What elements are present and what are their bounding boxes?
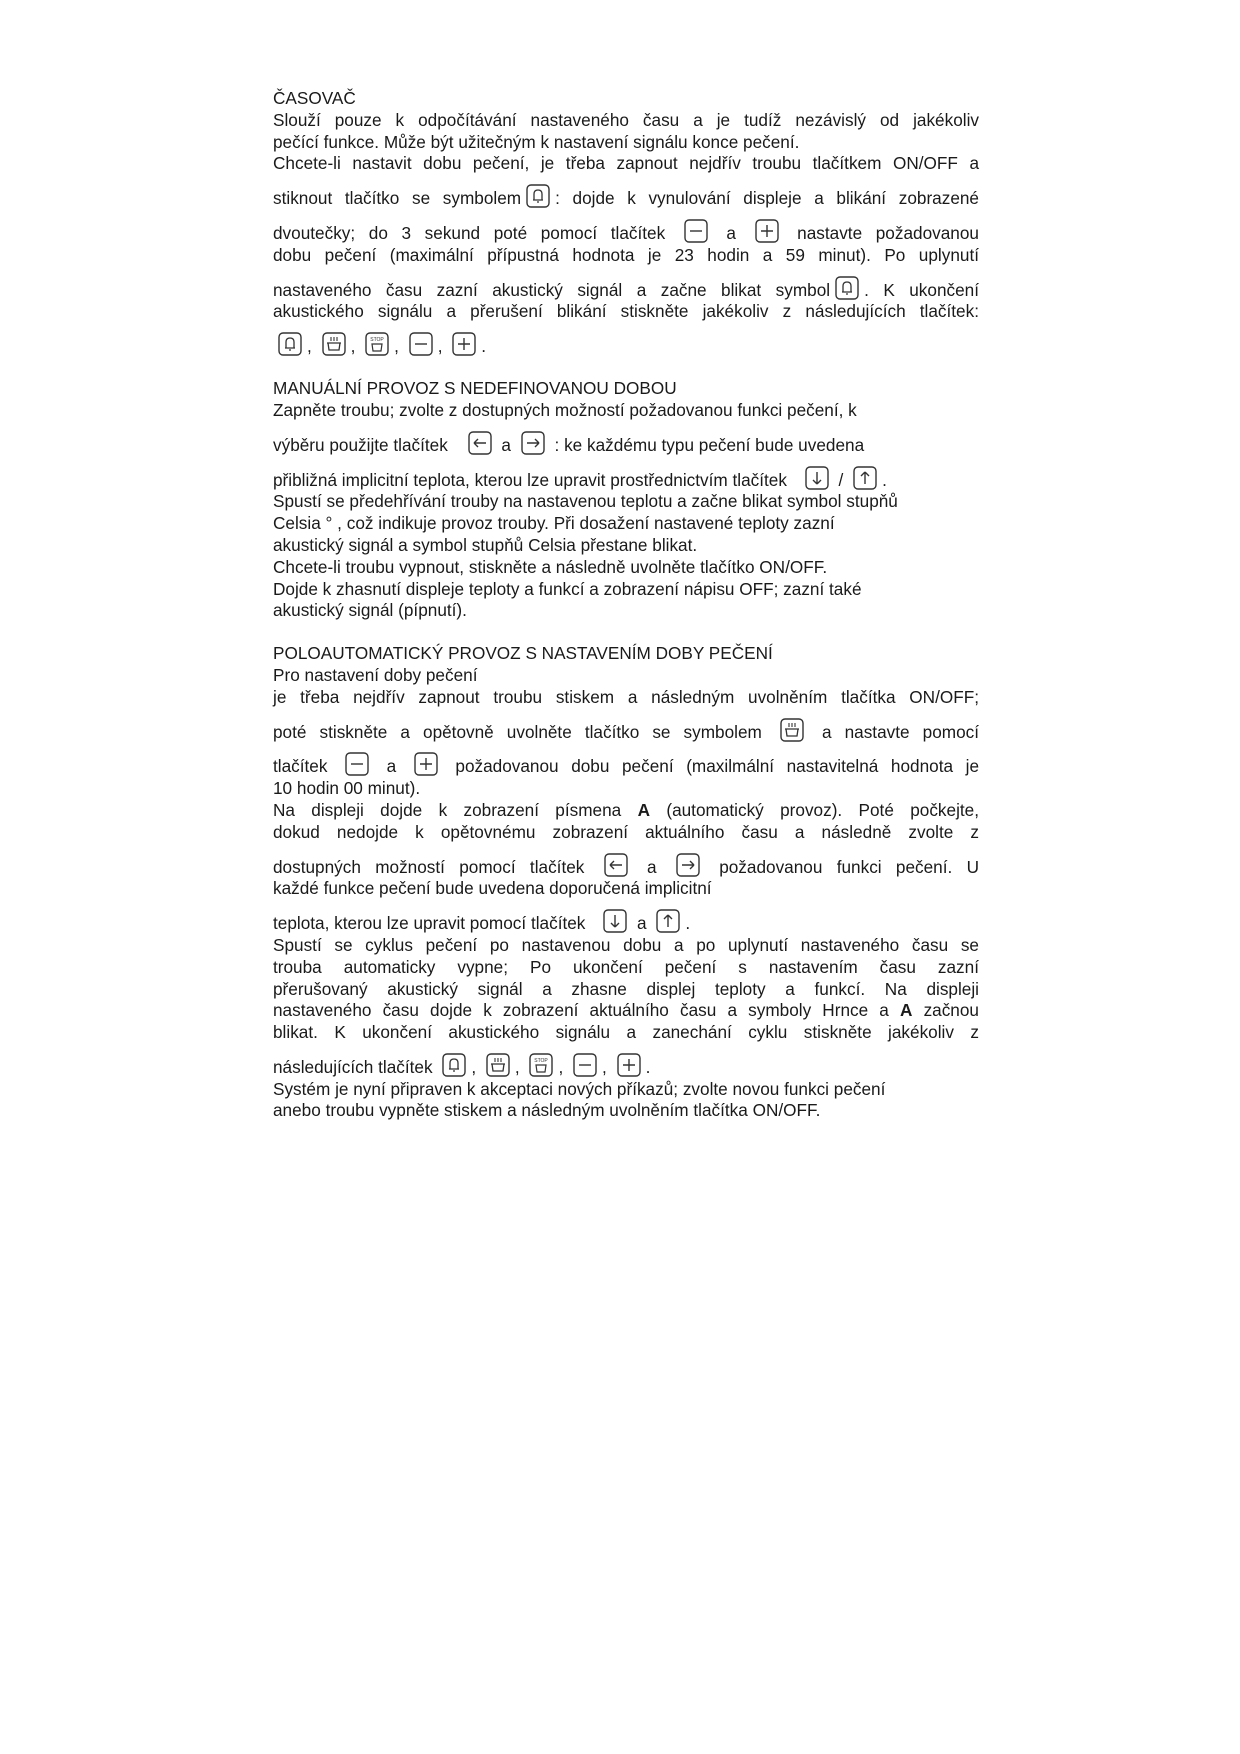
separator: , — [471, 1056, 477, 1077]
separator: , — [558, 1056, 564, 1077]
plus-icon — [616, 1052, 642, 1076]
pot-icon — [485, 1052, 511, 1076]
text-span: : dojde k vynulování displeje a blikání zobrazené — [555, 188, 979, 209]
paragraph-line: Chcete-li nastavit dobu pečení, je třeba zapnout nejdřív troubu tlačítkem ON/OFF a — [273, 153, 979, 174]
bell-icon — [441, 1052, 467, 1076]
text-span: a — [636, 913, 647, 934]
paragraph-line: Zapněte troubu; zvolte z dostupných možností požadovanou funkci pečení, k — [273, 399, 857, 420]
paragraph-line: Slouží pouze k odpočítávání nastaveného času a je tudíž nezávislý od jakékoliv — [273, 109, 979, 130]
paragraph-line: Pro nastavení doby pečení — [273, 664, 478, 685]
paragraph-line: dobu pečení (maximální přípustná hodnota je 23 hodin a 59 minut). Po uplynutí — [273, 244, 979, 265]
plus-icon — [754, 218, 780, 242]
bell-icon — [525, 183, 551, 207]
paragraph-line — [273, 1044, 979, 1079]
paragraph-line — [273, 267, 979, 302]
text-span: / — [838, 469, 844, 490]
text-span: následujících tlačítek — [273, 1056, 433, 1077]
arrow-up-icon — [852, 465, 878, 489]
arrow-right-icon — [520, 430, 546, 454]
separator: . — [481, 336, 487, 357]
paragraph-line: Dojde k zhasnutí displeje teploty a funkcí a zobrazení nápisu OFF; zazní také — [273, 578, 862, 599]
separator: , — [514, 1056, 520, 1077]
text-span: nastaveného času dojde k zobrazení aktuálního času a symboly Hrnce a — [273, 1000, 889, 1021]
text-span: a nastavte pomocí — [821, 721, 979, 742]
paragraph-line — [273, 175, 979, 210]
document-page — [273, 88, 979, 1143]
paragraph-line: Systém je nyní připraven k akceptaci nových příkazů; zvolte novou funkci pečení — [273, 1078, 886, 1099]
arrow-down-icon — [804, 465, 830, 489]
section-heading: MANUÁLNÍ PROVOZ S NEDEFINOVANOU DOBOU — [273, 378, 677, 399]
text-span: . — [685, 913, 691, 934]
paragraph-line: akustického signálu a přerušení blikání stiskněte jakékoliv z následujících tlačítek: — [273, 301, 979, 322]
section-heading: ČASOVAČ — [273, 88, 356, 108]
arrow-right-icon — [675, 852, 701, 876]
minus-icon — [572, 1052, 598, 1076]
plus-icon — [451, 331, 477, 355]
minus-icon — [344, 751, 370, 775]
text-span: poté stiskněte a opětovně uvolněte tlačítko se symbolem — [273, 721, 762, 742]
text-span: a — [647, 856, 657, 877]
text-span: dostupných možností pomocí tlačítek — [273, 856, 585, 877]
paragraph-line: přerušovaný akustický signál a zhasne displej teploty a funkcí. Na displeji — [273, 978, 979, 999]
text-span: . K ukončení — [864, 279, 979, 300]
stop-icon — [528, 1052, 554, 1076]
text-span: Na displeji dojde k zobrazení písmena — [273, 799, 622, 820]
text-span: požadovanou funkci pečení. U — [719, 856, 980, 877]
text-span: výběru použijte tlačítek — [273, 434, 448, 455]
text-span: : ke každému typu pečení bude uvedena — [554, 434, 865, 455]
section-heading: POLOAUTOMATICKÝ PROVOZ S NASTAVENÍM DOBY PEČENÍ — [273, 643, 773, 664]
paragraph-line — [273, 900, 979, 935]
paragraph-line: trouba automaticky vypne; Po ukončení pečení s nastavením času zazní — [273, 956, 979, 977]
separator: , — [437, 336, 443, 357]
paragraph-line: akustický signál (pípnutí). — [273, 600, 467, 621]
text-span: požadovanou dobu pečení (maxilmální nastavitelná hodnota je — [455, 756, 980, 777]
text-span: a — [386, 756, 397, 777]
paragraph-line: Celsia ° , což indikuje provoz trouby. Při dosažení nastavené teploty zazní — [273, 513, 835, 534]
paragraph-line: Spustí se cyklus pečení po nastavenou dobu a po uplynutí nastaveného času se — [273, 934, 979, 955]
arrow-left-icon — [467, 430, 493, 454]
text-span: (automatický provoz). Poté počkejte, — [666, 799, 980, 820]
paragraph-line: pečící funkce. Může být užitečným k nastavení signálu konce pečení. — [273, 131, 800, 152]
paragraph-line — [273, 210, 979, 245]
paragraph-line: dokud nedojde k opětovnému zobrazení aktuálního času a následně zvolte z — [273, 821, 979, 842]
paragraph-line: blikat. K ukončení akustického signálu a zanechání cyklu stiskněte jakékoliv z — [273, 1022, 979, 1043]
plus-icon — [413, 751, 439, 775]
paragraph-line — [273, 709, 979, 744]
paragraph-line: je třeba nejdřív zapnout troubu stiskem a následným uvolněním tlačítka ON/OFF; — [273, 686, 979, 707]
separator: , — [394, 336, 399, 357]
text-span: stiknout tlačítko se symbolem — [273, 188, 522, 209]
arrow-left-icon — [603, 852, 629, 876]
arrow-up-icon — [655, 908, 681, 932]
paragraph-line: 10 hodin 00 minut). — [273, 778, 421, 799]
paragraph-line: akustický signál a symbol stupňů Celsia přestane blikat. — [273, 534, 698, 555]
paragraph-line: Spustí se předehřívání trouby na nastavenou teplotu a začne blikat symbol stupňů — [273, 491, 898, 512]
minus-icon — [408, 331, 434, 355]
separator: , — [602, 1056, 607, 1077]
icon-row — [273, 323, 979, 357]
pot-icon — [779, 717, 805, 741]
section-semiautomatic-mode — [273, 643, 979, 1122]
paragraph-line: anebo troubu vypněte stiskem a následným uvolněním tlačítka ON/OFF. — [273, 1100, 821, 1121]
section-manual-mode — [273, 378, 979, 622]
bell-icon — [834, 275, 860, 299]
paragraph-line: každé funkce pečení bude uvedena doporučená implicitní — [273, 878, 712, 899]
separator: , — [307, 336, 312, 357]
text-span: začnou — [923, 1000, 979, 1021]
paragraph-line — [273, 422, 979, 457]
stop-icon — [364, 331, 390, 355]
arrow-down-icon — [602, 908, 628, 932]
text-span: a — [726, 222, 736, 243]
separator: , — [350, 336, 356, 357]
paragraph-line — [273, 457, 979, 492]
paragraph-line — [273, 743, 979, 778]
paragraph-line — [273, 800, 979, 822]
bell-icon — [277, 331, 303, 355]
text-span: a — [501, 434, 511, 455]
text-span: tlačítek — [273, 756, 328, 777]
text-span: nastavte požadovanou — [797, 222, 979, 243]
text-span: nastaveného času zazní akustický signál a začne blikat symbol — [273, 279, 831, 300]
section-timer — [273, 88, 979, 357]
minus-icon — [683, 218, 709, 242]
text-span: . — [882, 469, 887, 490]
pot-icon — [321, 331, 347, 355]
text-span: teplota, kterou lze upravit pomocí tlačítek — [273, 913, 586, 934]
bold-letter: A — [637, 799, 650, 820]
separator: . — [645, 1056, 651, 1077]
paragraph-line — [273, 844, 979, 879]
paragraph-line: Chcete-li troubu vypnout, stiskněte a následně uvolněte tlačítko ON/OFF. — [273, 556, 828, 577]
text-span: přibližná implicitní teplota, kterou lze upravit prostřednictvím tlačítek — [273, 469, 787, 490]
paragraph-line — [273, 1000, 979, 1022]
bold-letter: A — [900, 1000, 913, 1021]
text-span: dvoutečky; do 3 sekund poté pomocí tlačítek — [273, 222, 666, 243]
